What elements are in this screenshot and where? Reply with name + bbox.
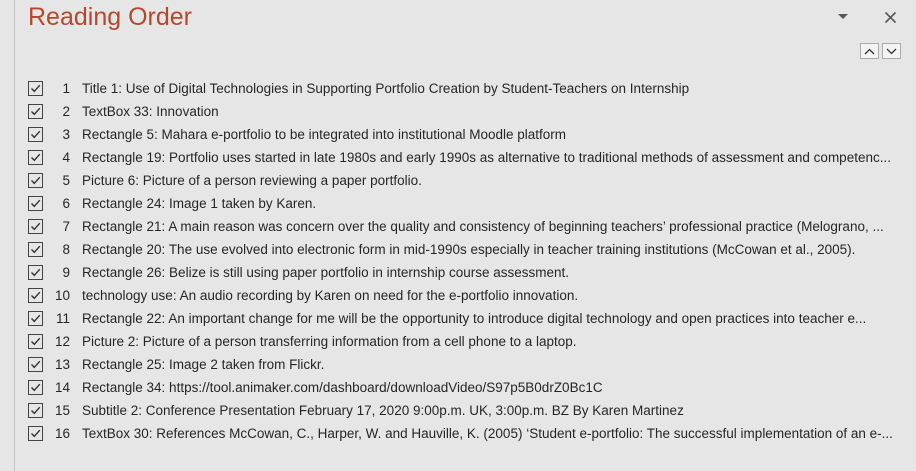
item-number: 3 bbox=[62, 127, 70, 142]
list-item[interactable] bbox=[0, 261, 916, 284]
checkmark-icon bbox=[30, 83, 41, 94]
checkmark-icon bbox=[30, 244, 41, 255]
item-number: 9 bbox=[62, 265, 70, 280]
item-checkbox[interactable] bbox=[28, 150, 43, 165]
item-label: Rectangle 34: https://tool.animaker.com/dashboard/downloadVideo/S97p5B0drZ0Bc1C bbox=[82, 380, 603, 395]
item-number: 6 bbox=[62, 196, 70, 211]
list-item[interactable] bbox=[0, 100, 916, 123]
item-checkbox[interactable] bbox=[28, 311, 43, 326]
item-number: 14 bbox=[54, 380, 70, 395]
checkmark-icon bbox=[30, 129, 41, 140]
item-checkbox[interactable] bbox=[28, 173, 43, 188]
item-number: 7 bbox=[62, 219, 70, 234]
item-label: Rectangle 26: Belize is still using paper portfolio in internship course assessment. bbox=[82, 265, 570, 280]
item-number: 12 bbox=[54, 334, 70, 349]
list-item[interactable] bbox=[0, 399, 916, 422]
checkmark-icon bbox=[30, 382, 41, 393]
item-checkbox[interactable] bbox=[28, 426, 43, 441]
item-label: Subtitle 2: Conference Presentation February 17, 2020 9:00p.m. UK, 3:00p.m. BZ By Karen Martinez bbox=[82, 403, 684, 418]
close-pane-button[interactable] bbox=[879, 6, 901, 28]
list-item[interactable] bbox=[0, 123, 916, 146]
checkmark-icon bbox=[30, 175, 41, 186]
checkmark-icon bbox=[30, 405, 41, 416]
task-pane-options-button[interactable] bbox=[832, 6, 854, 28]
item-checkbox[interactable] bbox=[28, 219, 43, 234]
list-item[interactable] bbox=[0, 238, 916, 261]
item-label: Rectangle 21: A main reason was concern over the quality and consistency of beginning teachers’ professional practice (Melograno, ... bbox=[82, 219, 884, 234]
item-label: Picture 6: Picture of a person reviewing a paper portfolio. bbox=[82, 173, 422, 188]
list-item[interactable] bbox=[0, 192, 916, 215]
checkmark-icon bbox=[30, 313, 41, 324]
item-label: Title 1: Use of Digital Technologies in Supporting Portfolio Creation by Student-Teachers on Internship bbox=[82, 81, 690, 96]
item-label: Rectangle 19: Portfolio uses started in late 1980s and early 1990s as alternative to traditional methods of assessment and competenc... bbox=[82, 150, 891, 165]
item-number: 5 bbox=[62, 173, 70, 188]
item-label: Rectangle 20: The use evolved into electronic form in mid-1990s especially in teacher training institutions (McCowan et al., 2005). bbox=[82, 242, 856, 257]
list-item[interactable] bbox=[0, 77, 916, 100]
list-item[interactable] bbox=[0, 169, 916, 192]
item-number: 15 bbox=[54, 403, 70, 418]
checkmark-icon bbox=[30, 106, 41, 117]
item-checkbox[interactable] bbox=[28, 196, 43, 211]
list-item[interactable] bbox=[0, 284, 916, 307]
checkmark-icon bbox=[30, 428, 41, 439]
item-checkbox[interactable] bbox=[28, 81, 43, 96]
item-label: Rectangle 25: Image 2 taken from Flickr. bbox=[82, 357, 325, 372]
item-checkbox[interactable] bbox=[28, 104, 43, 119]
item-checkbox[interactable] bbox=[28, 357, 43, 372]
checkmark-icon bbox=[30, 221, 41, 232]
list-item[interactable] bbox=[0, 353, 916, 376]
checkmark-icon bbox=[30, 198, 41, 209]
item-number: 16 bbox=[54, 426, 70, 441]
item-number: 4 bbox=[62, 150, 70, 165]
list-item[interactable] bbox=[0, 215, 916, 238]
move-down-button[interactable] bbox=[882, 43, 901, 59]
reading-order-list bbox=[0, 77, 916, 445]
item-number: 8 bbox=[62, 242, 70, 257]
item-number: 11 bbox=[55, 311, 70, 326]
item-label: TextBox 33: Innovation bbox=[82, 104, 219, 119]
item-label: TextBox 30: References McCowan, C., Harper, W. and Hauville, K. (2005) ‘Student e-portfolio: The successful implementation of an e-... bbox=[82, 426, 893, 441]
chevron-down-icon bbox=[886, 48, 897, 55]
item-label: Rectangle 22: An important change for me will be the opportunity to introduce digital technology and open practices into teacher e... bbox=[82, 311, 867, 326]
pane-title: Reading Order bbox=[28, 3, 192, 31]
item-number: 1 bbox=[62, 81, 70, 96]
list-item[interactable] bbox=[0, 376, 916, 399]
item-label: Picture 2: Picture of a person transferring information from a cell phone to a laptop. bbox=[82, 334, 577, 349]
item-number: 2 bbox=[62, 104, 70, 119]
checkmark-icon bbox=[30, 267, 41, 278]
item-checkbox[interactable] bbox=[28, 127, 43, 142]
checkmark-icon bbox=[30, 290, 41, 301]
chevron-down-icon bbox=[837, 13, 849, 21]
item-label: Rectangle 5: Mahara e-portfolio to be integrated into institutional Moodle platform bbox=[82, 127, 567, 142]
item-checkbox[interactable] bbox=[28, 380, 43, 395]
list-item[interactable] bbox=[0, 330, 916, 353]
list-item[interactable] bbox=[0, 146, 916, 169]
checkmark-icon bbox=[30, 359, 41, 370]
list-item[interactable] bbox=[0, 422, 916, 445]
item-checkbox[interactable] bbox=[28, 288, 43, 303]
item-number: 13 bbox=[54, 357, 70, 372]
item-number: 10 bbox=[54, 288, 70, 303]
item-checkbox[interactable] bbox=[28, 265, 43, 280]
item-checkbox[interactable] bbox=[28, 242, 43, 257]
item-checkbox[interactable] bbox=[28, 334, 43, 349]
chevron-up-icon bbox=[864, 48, 875, 55]
close-icon bbox=[884, 11, 897, 24]
checkmark-icon bbox=[30, 152, 41, 163]
move-up-button[interactable] bbox=[860, 43, 879, 59]
checkmark-icon bbox=[30, 336, 41, 347]
list-item[interactable] bbox=[0, 307, 916, 330]
item-label: Rectangle 24: Image 1 taken by Karen. bbox=[82, 196, 317, 211]
item-label: technology use: An audio recording by Karen on need for the e-portfolio innovation. bbox=[82, 288, 579, 303]
item-checkbox[interactable] bbox=[28, 403, 43, 418]
